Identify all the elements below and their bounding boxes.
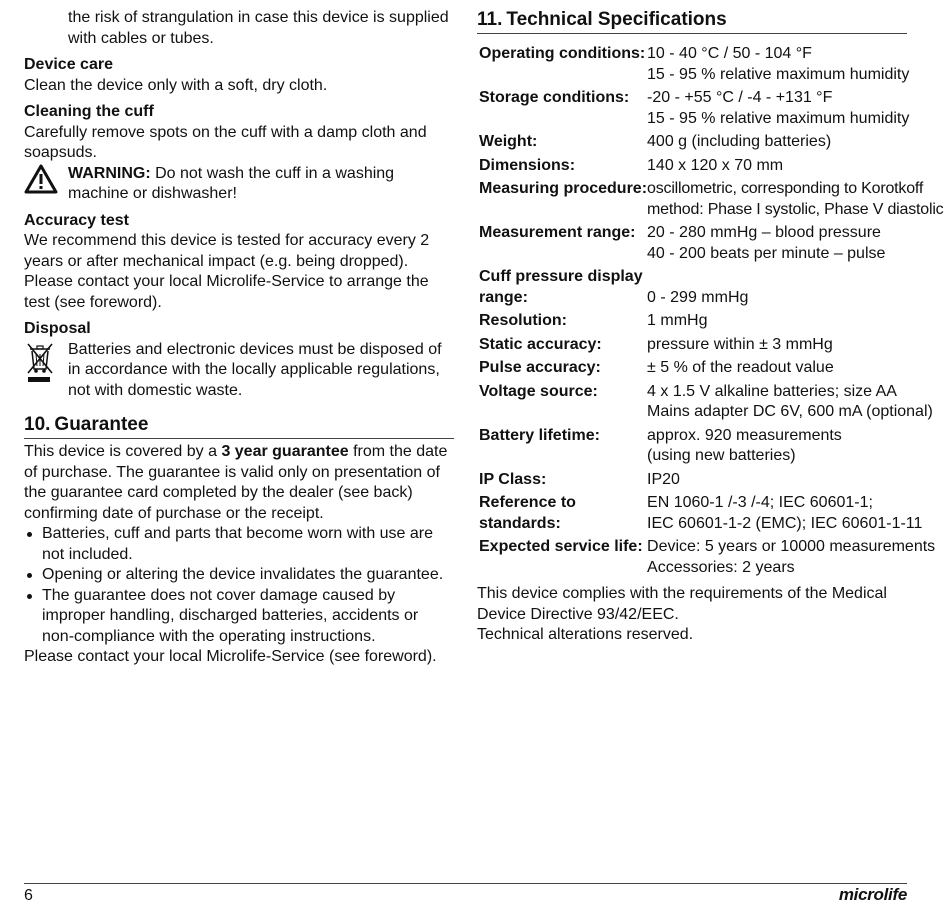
spec-label: Pulse accuracy: [479,359,601,376]
spec-value [647,129,943,153]
spec-value [647,534,943,578]
spec-label-line: Reference to [479,494,576,511]
table-row [477,379,943,423]
spec-value-line: 140 x 120 x 70 mm [647,156,784,174]
table-row [477,264,943,308]
spec-label: Static accuracy: [479,335,602,353]
spec-value-line: oscillometric, corresponding to Korotkoff [647,180,924,197]
spec-value [647,355,943,379]
spec-value [647,467,943,491]
cleaning-cuff-heading: Cleaning the cuff [24,103,154,120]
table-row [477,332,943,356]
spec-value-line: 0 - 299 mmHg [647,288,749,306]
guarantee-heading [24,413,454,439]
spec-value-line: IEC 60601-1-2 (EMC); IEC 60601-1-11 [647,514,923,532]
guarantee-title: Guarantee [54,414,149,435]
spec-label: Measuring procedure: [479,180,648,197]
spec-value [647,332,943,356]
warning-label: WARNING: [68,164,151,182]
table-row [477,220,943,264]
spec-value [647,85,943,129]
spec-value-line: Accessories: 2 years [647,558,795,576]
table-row [477,153,943,177]
spec-label: Expected service life: [479,538,643,555]
compliance-text: This device complies with the requirements of the Medical Device Directive 93/42/EEC. [477,585,887,623]
guarantee-contact: Please contact your local Microlife-Service (see foreword). [24,648,437,665]
spec-label: Storage conditions: [479,89,630,106]
table-row [477,355,943,379]
spec-value [647,490,943,534]
spec-value-line: 15 - 95 % relative maximum humidity [647,65,910,83]
spec-value-line: pressure within ± 3 mmHg [647,335,833,353]
spec-value-line: -20 - +55 °C / -4 - +131 °F [647,89,833,106]
warning-triangle-icon [24,164,58,201]
spec-value-line: EN 1060-1 /-3 /-4; IEC 60601-1; [647,494,873,511]
spec-label: Operating conditions: [479,45,646,62]
spec-value [647,423,943,467]
footer-divider [24,883,907,884]
spec-value [647,264,943,308]
spec-value-line: 4 x 1.5 V alkaline batteries; size AA [647,382,897,400]
table-row [477,85,943,129]
guarantee-intro [24,442,454,524]
tech-specs-heading [477,8,907,34]
accuracy-test-heading: Accuracy test [24,211,129,229]
disposal-text: Batteries and electronic devices must be disposed of in accordance with the locally applicable regulations, not with domestic waste. [68,340,442,399]
spec-label: Resolution: [479,312,567,329]
table-row [477,129,943,153]
table-row [477,176,943,220]
spec-value-line: ± 5 % of the readout value [647,359,834,376]
spec-label: Voltage source: [479,382,598,400]
guarantee-intro-bold: 3 year guarantee [221,443,349,460]
spec-value [647,379,943,423]
table-row [477,308,943,332]
spec-label: Weight: [479,133,538,150]
spec-label [477,490,647,534]
spec-label-line: range: [479,288,528,306]
guarantee-number: 10. [24,414,51,435]
tech-specs-number: 11. [477,9,503,30]
spec-value [647,44,943,85]
disposal-heading: Disposal [24,320,91,337]
alterations-text: Technical alterations reserved. [477,626,694,643]
guarantee-intro-part1: This device is covered by a [24,443,217,460]
intro-continued-text: the risk of strangulation in case this device is supplied with cables or tubes. [68,9,449,47]
spec-value-line: Device: 5 years or 10000 measurements [647,538,936,555]
warning-text: Do not wash the cuff in a washing machine or dishwasher! [68,164,395,202]
table-row [477,490,943,534]
right-column [477,8,944,646]
spec-value [647,153,943,177]
spec-value-line: 20 - 280 mmHg – blood pressure [647,224,881,241]
spec-value-line: Mains adapter DC 6V, 600 mA (optional) [647,403,933,420]
spec-label [477,264,647,308]
spec-label: Measurement range: [479,224,636,241]
brand-logo: microlife [838,885,907,904]
spec-label-line: Cuff pressure display [479,268,643,285]
spec-value-line: 10 - 40 °C / 50 - 104 °F [647,45,812,62]
table-row [477,534,943,578]
table-row [477,467,943,491]
cleaning-cuff-text: Carefully remove spots on the cuff with a damp cloth and soapsuds. [24,123,427,161]
spec-value [647,220,943,264]
table-row [477,423,943,467]
device-care-heading: Device care [24,56,113,73]
spec-value-line: 40 - 200 beats per minute – pulse [647,244,886,262]
spec-value [647,308,943,332]
list-item: The guarantee does not cover damage caused by improper handling, discharged batteries, accidents or non-compliance with the operating instructions. [24,586,454,648]
crossed-bin-icon [24,340,56,391]
spec-label: IP Class: [479,470,547,488]
guarantee-bullets [24,524,454,647]
device-care-text: Clean the device only with a soft, dry cloth. [24,76,328,94]
warning-block [24,164,454,205]
list-item: Opening or altering the device invalidates the guarantee. [24,565,454,586]
spec-label: Battery lifetime: [479,426,600,444]
spec-label-line: standards: [479,514,561,532]
guarantee-intro-part2: from the date of purchase. The guarantee is valid only on presentation of the guarantee card completed by the dealer (see back) confirming date of purchase or the receipt. [24,443,448,522]
tech-specs-title: Technical Specifications [506,9,727,30]
spec-value-line: method: Phase I systolic, Phase V diastolic [647,200,944,218]
spec-label: Dimensions: [479,156,576,174]
accuracy-test-text: We recommend this device is tested for accuracy every 2 years or after mechanical impact (e.g. being dropped). Please contact your local Microlife-Service to arrange the test (see foreword). [24,232,430,311]
spec-value-line: approx. 920 measurements [647,426,842,444]
spec-value-line: 400 g (including batteries) [647,133,832,150]
spec-value [647,176,943,220]
page-number: 6 [24,887,33,904]
spec-value-line: 15 - 95 % relative maximum humidity [647,109,910,127]
disposal-block [24,340,454,402]
table-row [477,44,943,85]
spec-value-line: (using new batteries) [647,447,796,464]
left-column [24,8,454,668]
spec-value-line: IP20 [647,470,680,488]
spec-table [477,44,943,578]
spec-value-line: 1 mmHg [647,312,708,329]
list-item: Batteries, cuff and parts that become worn with use are not included. [24,524,454,565]
